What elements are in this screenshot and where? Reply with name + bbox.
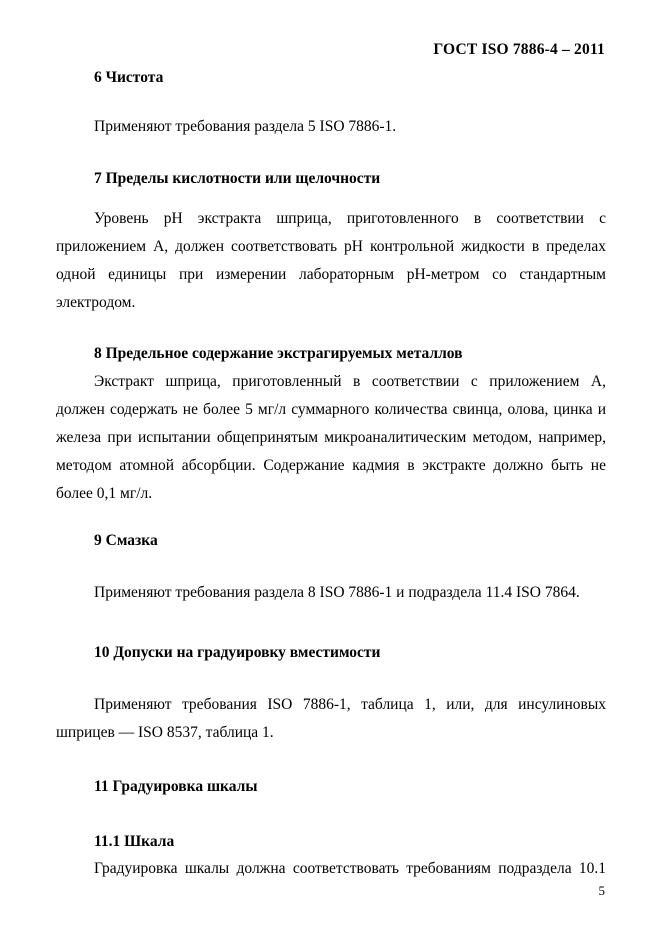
section-8-text-line: должен содержать не более 5 мг/л суммарного количества свинца, олова, цинка и (56, 401, 606, 418)
section-8-text-line: более 0,1 мг/л. (56, 485, 153, 502)
page-number: 5 (598, 883, 605, 898)
section-8-text-line: методом атомной абсорбции. Содержание кадмия в экстракте должно быть не (56, 457, 606, 474)
section-10-text-line: шприцев — ISO 8537, таблица 1. (56, 724, 274, 741)
section-6-text-line: Применяют требования раздела 5 ISO 7886-1. (94, 118, 397, 135)
section-6-heading: 6 Чистота (94, 69, 164, 86)
section-11-1-text-line: Градуировка шкалы должна соответствовать требованиям подраздела 10.1 (94, 860, 606, 877)
section-8-heading: 8 Предельное содержание экстрагируемых металлов (94, 345, 463, 362)
section-8-text-line: Экстракт шприца, приготовленный в соответствии с приложением А, (94, 373, 606, 390)
section-7-text-line: электродом. (56, 294, 136, 311)
section-10-heading: 10 Допуски на градуировку вместимости (94, 644, 381, 661)
section-10-text-line: Применяют требования ISO 7886-1, таблица 1, или, для инсулиновых (94, 696, 606, 713)
section-9-heading: 9 Смазка (94, 532, 158, 549)
section-7-text-line: приложением А, должен соответствовать рН контрольной жидкости в пределах (56, 238, 606, 255)
section-7-text-line: одной единицы при измерении лабораторным рН-метром со стандартным (56, 266, 606, 283)
section-11-heading: 11 Градуировка шкалы (94, 778, 258, 795)
section-7-heading: 7 Пределы кислотности или щелочности (94, 170, 381, 187)
section-8-text-line: железа при испытании общепринятым микроаналитическим методом, например, (56, 429, 606, 446)
section-11-1-heading: 11.1 Шкала (94, 833, 175, 850)
document-header: ГОСТ ISO 7886-4 – 2011 (433, 41, 605, 58)
section-7-text-line: Уровень рН экстракта шприца, приготовленного в соответствии с (94, 210, 606, 227)
section-9-text-line: Применяют требования раздела 8 ISO 7886-1 и подраздела 11.4 ISO 7864. (94, 584, 580, 601)
